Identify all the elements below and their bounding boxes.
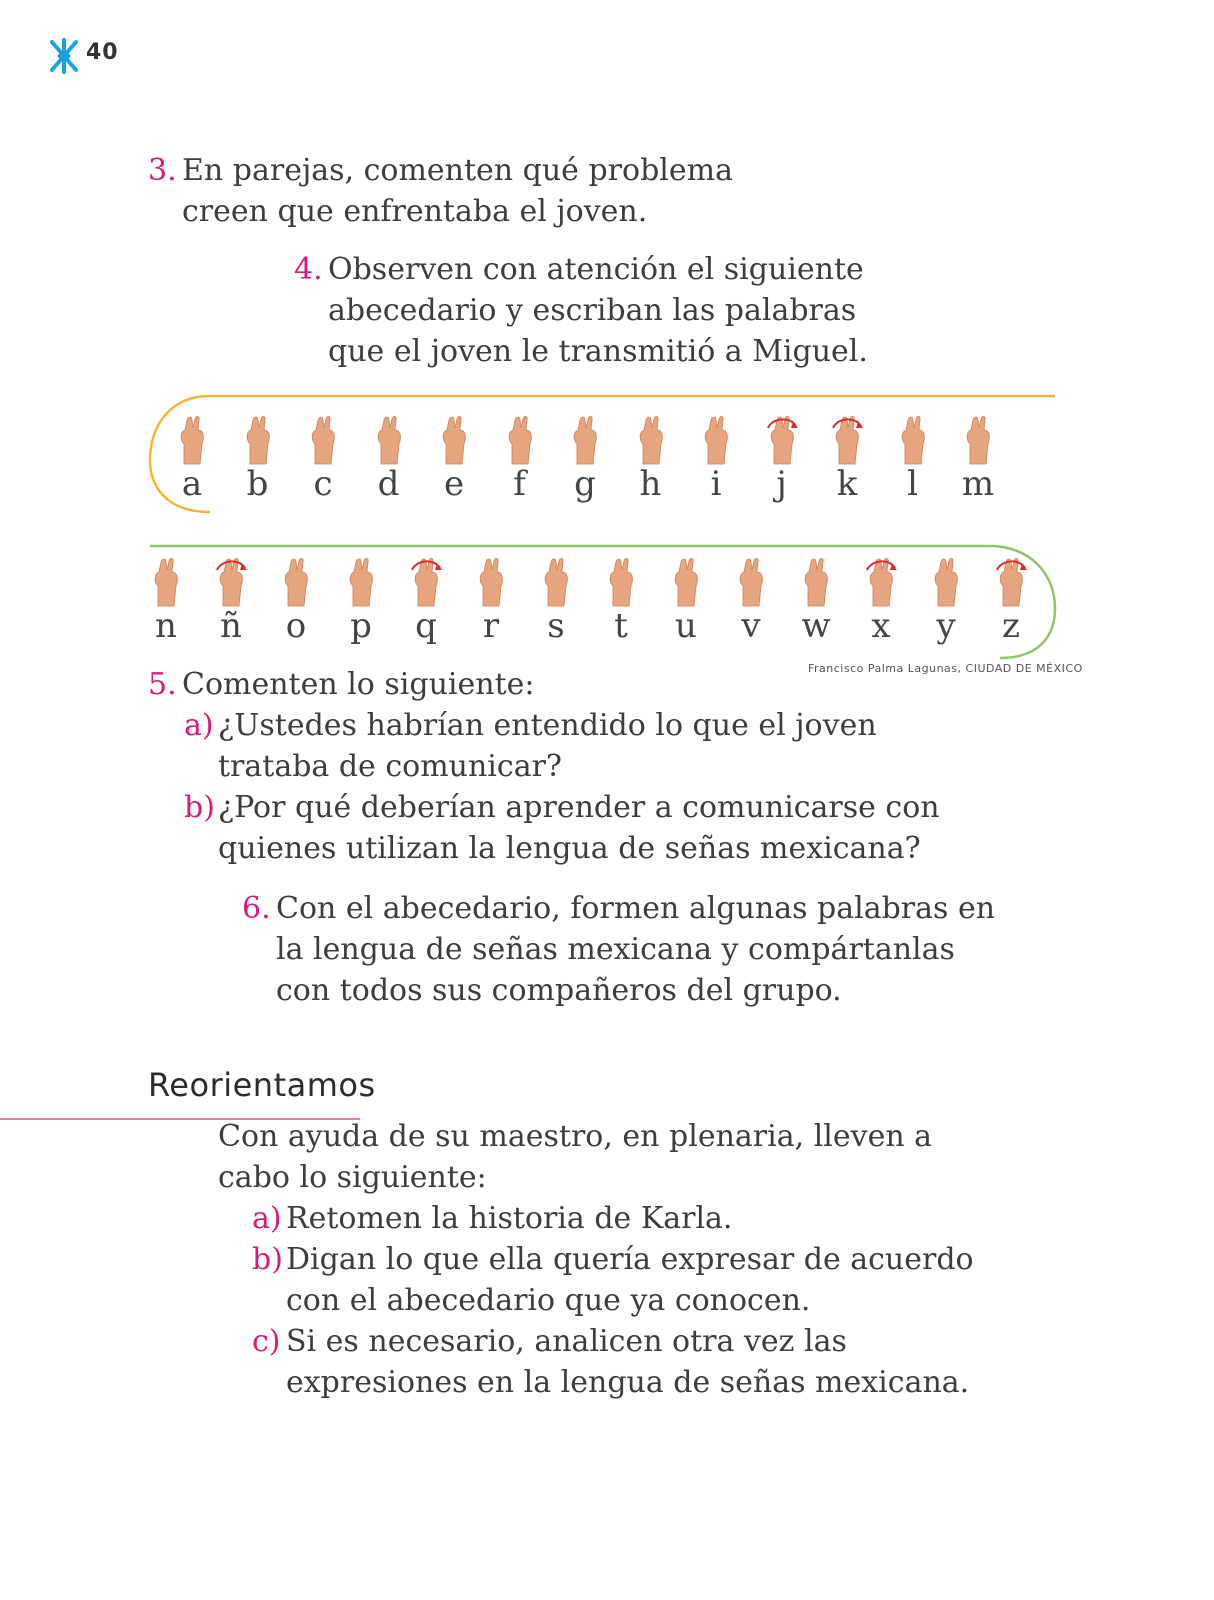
item-label: a) [252,1201,282,1236]
hand-sign-icon [729,556,773,608]
letter-label: i [710,464,722,504]
hand-sign-icon [956,414,1000,466]
hand-sign-icon [404,556,448,608]
hand-sign-icon [924,556,968,608]
hand-sign-icon [891,414,935,466]
text-line: ¿Ustedes habrían entendido lo que el joven [218,708,877,743]
letter-label: v [741,606,761,646]
question-6 [242,888,995,1011]
question-title: Comenten lo siguiente: [182,667,535,702]
letter-sign [916,556,976,644]
letter-label: q [415,606,437,646]
letter-label: s [547,606,565,646]
letter-sign [621,414,681,502]
letter-sign [461,556,521,644]
hand-sign-icon [629,414,673,466]
letter-sign [490,414,550,502]
letter-sign [162,414,222,502]
text-line: Observen con atención el siguiente [328,252,864,287]
letter-sign [752,414,812,502]
hand-sign-icon [339,556,383,608]
text-line: creen que enfrentaba el joven. [182,194,648,229]
letter-label: a [181,464,203,504]
letter-label: c [313,464,333,504]
hand-sign-icon [664,556,708,608]
list-item [252,1239,974,1321]
page-number: 40 [86,40,119,65]
question-4 [294,249,868,372]
hand-sign-icon [432,414,476,466]
letter-sign [331,556,391,644]
text-line: abecedario y escriban las palabras [328,293,857,328]
photo-credit: Francisco Palma Lagunas, CIUDAD DE MÉXICO [808,662,1083,675]
hand-sign-icon [794,556,838,608]
letter-label: w [801,606,831,646]
letter-sign [359,414,419,502]
letter-label: y [936,606,956,646]
hand-sign-icon [469,556,513,608]
letter-sign [883,414,943,502]
letter-label: n [155,606,177,646]
letter-label: g [574,464,596,504]
item-label: b) [184,790,215,825]
hand-sign-icon [498,414,542,466]
hand-sign-icon [209,556,253,608]
letter-sign [686,414,746,502]
letter-sign [293,414,353,502]
list-item [252,1198,974,1239]
letter-label: ñ [220,606,242,646]
text-line: Con ayuda de su maestro, en plenaria, lleven a [218,1119,933,1154]
hand-sign-icon [301,414,345,466]
question-number: 5. [148,667,177,702]
hand-sign-icon [144,556,188,608]
letter-label: t [614,606,628,646]
question-5 [148,664,940,869]
text-line: En parejas, comenten qué problema [182,153,733,188]
hand-sign-icon [825,414,869,466]
letter-label: p [350,606,372,646]
letter-label: z [1002,606,1020,646]
letter-sign [201,556,261,644]
letter-sign [656,556,716,644]
letter-label: e [443,464,465,504]
letter-sign [851,556,911,644]
letter-label: o [285,606,307,646]
letter-label: j [776,464,787,504]
letter-sign [555,414,615,502]
list-item [184,787,940,869]
book-logo-icon [48,38,80,74]
hand-sign-icon [760,414,804,466]
hand-sign-icon [236,414,280,466]
section-title: Reorientamos [148,1066,376,1104]
text-line: Retomen la historia de Karla. [286,1201,733,1236]
letter-sign [424,414,484,502]
text-line: ¿Por qué deberían aprender a comunicarse con [218,790,940,825]
letter-label: d [377,464,400,504]
letter-sign [228,414,288,502]
letter-sign [266,556,326,644]
hand-sign-icon [367,414,411,466]
letter-sign [526,556,586,644]
text-line: Si es necesario, analicen otra vez las [286,1324,847,1359]
hand-sign-icon [274,556,318,608]
item-label: b) [252,1242,283,1277]
hand-sign-icon [563,414,607,466]
question-number: 6. [242,891,271,926]
letter-sign [981,556,1041,644]
hand-sign-icon [170,414,214,466]
hand-sign-icon [534,556,578,608]
letter-label: m [961,464,995,504]
letter-label: u [675,606,697,646]
text-line: expresiones en la lengua de señas mexicana. [286,1365,970,1400]
letter-sign [786,556,846,644]
list-item [184,705,940,787]
list-item [252,1321,974,1403]
hand-sign-icon [989,556,1033,608]
text-line: Digan lo que ella quería expresar de acuerdo [286,1242,974,1277]
text-line: Con el abecedario, formen algunas palabras en [276,891,996,926]
hand-sign-icon [859,556,903,608]
text-line: la lengua de señas mexicana y compártanlas [276,932,955,967]
letter-sign [591,556,651,644]
letter-sign [948,414,1008,502]
question-number: 4. [294,252,323,287]
letter-label: b [246,464,269,504]
letter-label: f [513,464,526,504]
letter-label: r [482,606,500,646]
text-line: quienes utilizan la lengua de señas mexicana? [218,831,921,866]
reorientamos-content [218,1116,974,1403]
question-3 [148,150,733,232]
question-number: 3. [148,153,177,188]
letter-sign [721,556,781,644]
text-line: que el joven le transmitió a Miguel. [328,334,868,369]
letter-label: k [836,464,858,504]
hand-sign-icon [694,414,738,466]
letter-label: l [907,464,918,504]
letter-label: h [639,464,662,504]
text-line: con todos sus compañeros del grupo. [276,973,842,1008]
letter-sign [396,556,456,644]
item-label: c) [252,1324,281,1359]
letter-sign [136,556,196,644]
text-line: trataba de comunicar? [218,749,563,784]
letter-label: x [871,606,891,646]
item-label: a) [184,708,214,743]
text-line: cabo lo siguiente: [218,1160,487,1195]
letter-sign [817,414,877,502]
text-line: con el abecedario que ya conocen. [286,1283,811,1318]
hand-sign-icon [599,556,643,608]
